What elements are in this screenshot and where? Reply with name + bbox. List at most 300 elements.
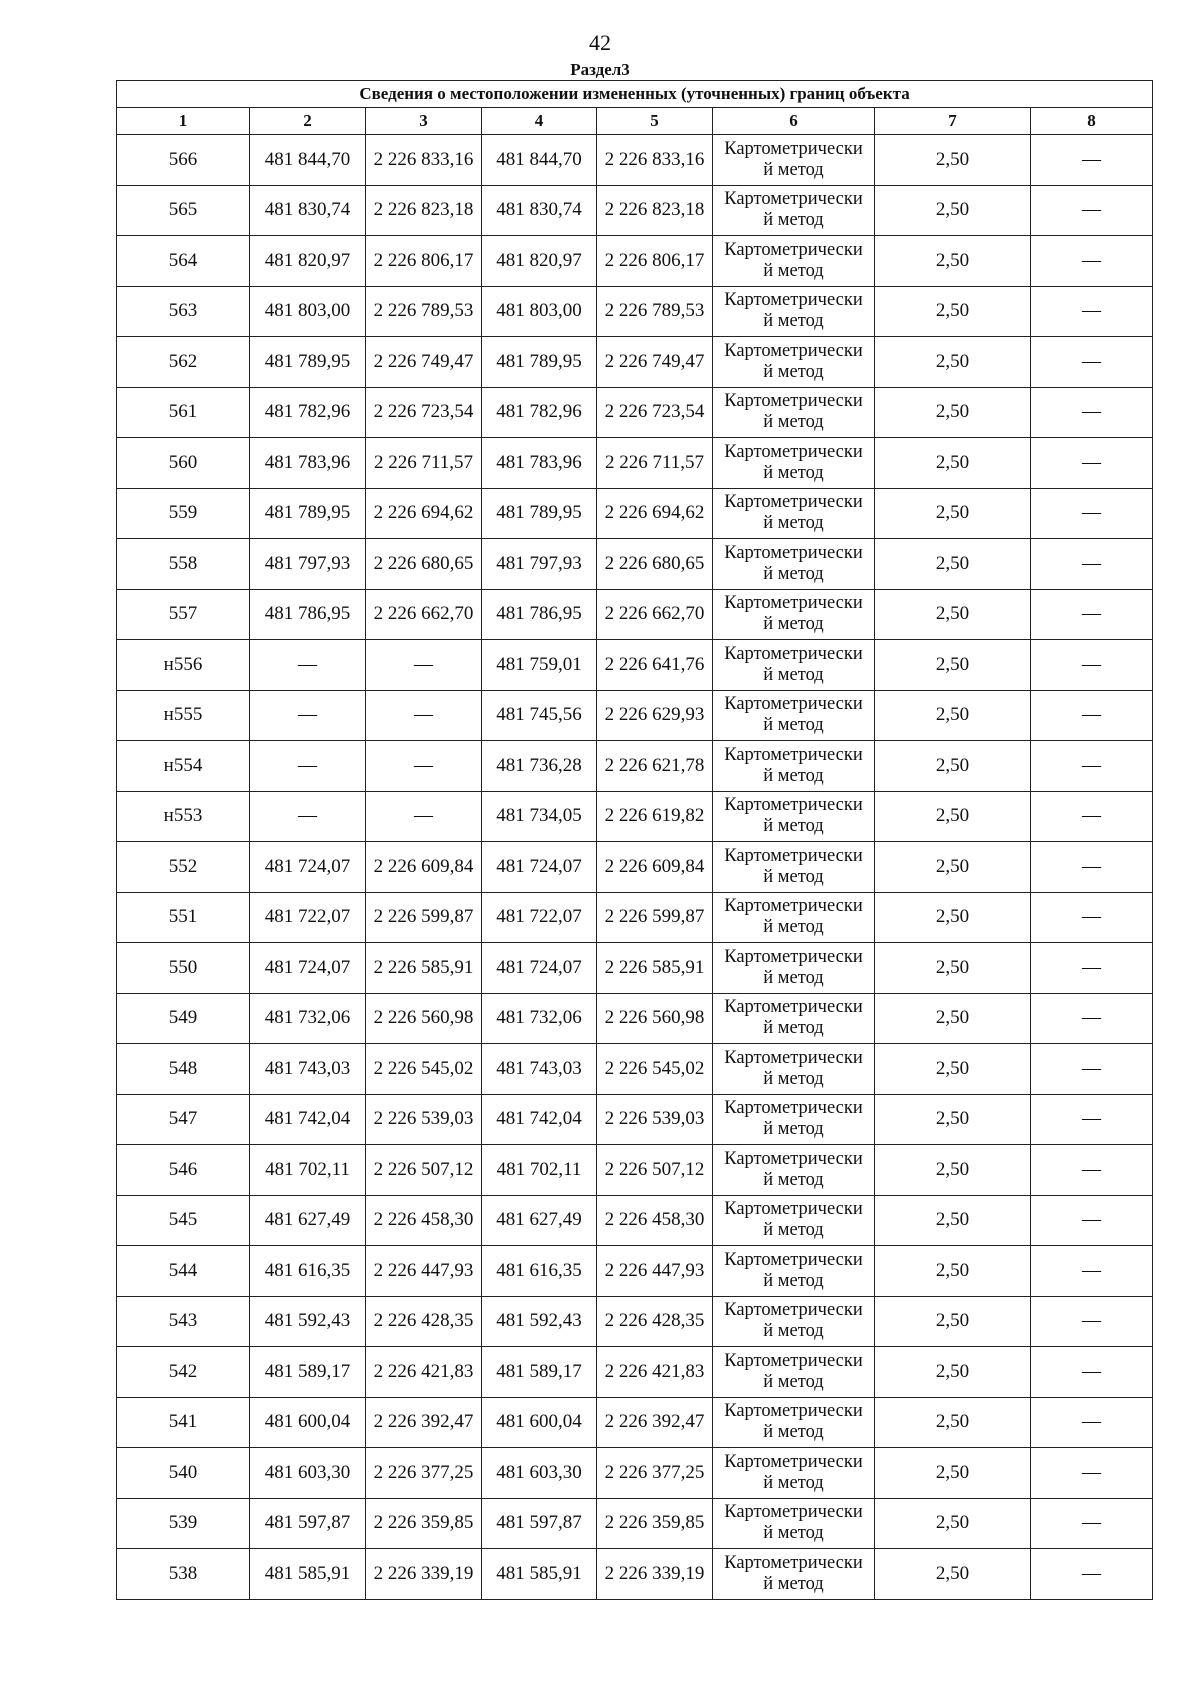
method-cell bbox=[713, 1195, 875, 1246]
accuracy-cell: 2,50 bbox=[875, 993, 1031, 1044]
accuracy-cell: 2,50 bbox=[875, 539, 1031, 590]
accuracy-cell: 2,50 bbox=[875, 892, 1031, 943]
method-line: Картометрически bbox=[724, 1098, 863, 1119]
x-current-cell: 481 603,30 bbox=[482, 1448, 597, 1499]
y-previous-cell: 2 226 377,25 bbox=[366, 1448, 482, 1499]
table-row bbox=[117, 791, 1153, 842]
x-current-cell: 481 844,70 bbox=[482, 135, 597, 186]
point-number-cell: 551 bbox=[117, 892, 250, 943]
method-cell bbox=[713, 1094, 875, 1145]
table-row bbox=[117, 1044, 1153, 1095]
column-number: 3 bbox=[366, 108, 482, 135]
description-cell: — bbox=[1031, 1145, 1153, 1196]
method-line: Картометрически bbox=[724, 391, 863, 412]
method-cell bbox=[713, 791, 875, 842]
x-previous-cell: 481 616,35 bbox=[250, 1246, 366, 1297]
table-row bbox=[117, 1498, 1153, 1549]
x-current-cell: 481 786,95 bbox=[482, 589, 597, 640]
x-previous-cell: 481 742,04 bbox=[250, 1094, 366, 1145]
accuracy-cell: 2,50 bbox=[875, 135, 1031, 186]
method-line: Картометрически bbox=[724, 138, 863, 159]
x-previous-cell: 481 830,74 bbox=[250, 185, 366, 236]
point-number-cell: 564 bbox=[117, 236, 250, 287]
x-current-cell: 481 616,35 bbox=[482, 1246, 597, 1297]
method-cell bbox=[713, 1044, 875, 1095]
y-previous-cell: 2 226 392,47 bbox=[366, 1397, 482, 1448]
method-line: й метод bbox=[763, 866, 824, 887]
method-cell bbox=[713, 438, 875, 489]
x-current-cell: 481 759,01 bbox=[482, 640, 597, 691]
y-current-cell: 2 226 641,76 bbox=[597, 640, 713, 691]
method-line: й метод bbox=[763, 1523, 824, 1544]
accuracy-cell: 2,50 bbox=[875, 1195, 1031, 1246]
y-previous-cell: — bbox=[366, 640, 482, 691]
table-row bbox=[117, 1549, 1153, 1600]
description-cell: — bbox=[1031, 286, 1153, 337]
table-row bbox=[117, 892, 1153, 943]
x-current-cell: 481 724,07 bbox=[482, 943, 597, 994]
method-line: й метод bbox=[763, 412, 824, 433]
point-number-cell: 560 bbox=[117, 438, 250, 489]
method-line: й метод bbox=[763, 1422, 824, 1443]
method-cell bbox=[713, 185, 875, 236]
y-current-cell: 2 226 823,18 bbox=[597, 185, 713, 236]
table-row bbox=[117, 1145, 1153, 1196]
method-line: й метод bbox=[763, 159, 824, 180]
method-cell bbox=[713, 488, 875, 539]
description-cell: — bbox=[1031, 135, 1153, 186]
accuracy-cell: 2,50 bbox=[875, 488, 1031, 539]
y-previous-cell: 2 226 545,02 bbox=[366, 1044, 482, 1095]
point-number-cell: 565 bbox=[117, 185, 250, 236]
accuracy-cell: 2,50 bbox=[875, 438, 1031, 489]
table-row bbox=[117, 741, 1153, 792]
y-current-cell: 2 226 694,62 bbox=[597, 488, 713, 539]
y-current-cell: 2 226 339,19 bbox=[597, 1549, 713, 1600]
column-number: 8 bbox=[1031, 108, 1153, 135]
accuracy-cell: 2,50 bbox=[875, 741, 1031, 792]
method-line: й метод bbox=[763, 1270, 824, 1291]
y-current-cell: 2 226 629,93 bbox=[597, 690, 713, 741]
y-current-cell: 2 226 447,93 bbox=[597, 1246, 713, 1297]
method-line: Картометрически bbox=[724, 997, 863, 1018]
method-line: Картометрически bbox=[724, 1047, 863, 1068]
method-line: й метод bbox=[763, 1169, 824, 1190]
x-previous-cell: 481 789,95 bbox=[250, 337, 366, 388]
y-previous-cell: 2 226 560,98 bbox=[366, 993, 482, 1044]
description-cell: — bbox=[1031, 1296, 1153, 1347]
method-line: й метод bbox=[763, 311, 824, 332]
description-cell: — bbox=[1031, 539, 1153, 590]
x-current-cell: 481 702,11 bbox=[482, 1145, 597, 1196]
accuracy-cell: 2,50 bbox=[875, 337, 1031, 388]
x-current-cell: 481 803,00 bbox=[482, 286, 597, 337]
method-cell bbox=[713, 589, 875, 640]
description-cell: — bbox=[1031, 438, 1153, 489]
accuracy-cell: 2,50 bbox=[875, 1498, 1031, 1549]
y-previous-cell: 2 226 723,54 bbox=[366, 387, 482, 438]
column-number: 5 bbox=[597, 108, 713, 135]
point-number-cell: 566 bbox=[117, 135, 250, 186]
y-current-cell: 2 226 789,53 bbox=[597, 286, 713, 337]
column-number: 7 bbox=[875, 108, 1031, 135]
x-current-cell: 481 722,07 bbox=[482, 892, 597, 943]
accuracy-cell: 2,50 bbox=[875, 690, 1031, 741]
accuracy-cell: 2,50 bbox=[875, 286, 1031, 337]
method-line: й метод bbox=[763, 1119, 824, 1140]
column-number: 1 bbox=[117, 108, 250, 135]
description-cell: — bbox=[1031, 387, 1153, 438]
method-line: й метод bbox=[763, 614, 824, 635]
description-cell: — bbox=[1031, 741, 1153, 792]
method-line: Картометрически bbox=[724, 795, 863, 816]
method-line: й метод bbox=[763, 816, 824, 837]
method-cell bbox=[713, 1498, 875, 1549]
table-row bbox=[117, 135, 1153, 186]
accuracy-cell: 2,50 bbox=[875, 236, 1031, 287]
method-line: й метод bbox=[763, 260, 824, 281]
x-current-cell: 481 797,93 bbox=[482, 539, 597, 590]
accuracy-cell: 2,50 bbox=[875, 1246, 1031, 1297]
y-previous-cell: 2 226 680,65 bbox=[366, 539, 482, 590]
y-previous-cell: 2 226 359,85 bbox=[366, 1498, 482, 1549]
x-previous-cell: 481 589,17 bbox=[250, 1347, 366, 1398]
y-current-cell: 2 226 392,47 bbox=[597, 1397, 713, 1448]
method-line: й метод bbox=[763, 664, 824, 685]
method-line: Картометрически bbox=[724, 1199, 863, 1220]
y-current-cell: 2 226 680,65 bbox=[597, 539, 713, 590]
method-line: Картометрически bbox=[724, 1502, 863, 1523]
method-cell bbox=[713, 1549, 875, 1600]
accuracy-cell: 2,50 bbox=[875, 589, 1031, 640]
description-cell: — bbox=[1031, 993, 1153, 1044]
y-previous-cell: — bbox=[366, 741, 482, 792]
y-current-cell: 2 226 609,84 bbox=[597, 842, 713, 893]
y-current-cell: 2 226 539,03 bbox=[597, 1094, 713, 1145]
accuracy-cell: 2,50 bbox=[875, 640, 1031, 691]
method-line: й метод bbox=[763, 1371, 824, 1392]
accuracy-cell: 2,50 bbox=[875, 185, 1031, 236]
table-row bbox=[117, 993, 1153, 1044]
point-number-cell: 542 bbox=[117, 1347, 250, 1398]
method-line: й метод bbox=[763, 513, 824, 534]
point-number-cell: 549 bbox=[117, 993, 250, 1044]
y-current-cell: 2 226 711,57 bbox=[597, 438, 713, 489]
accuracy-cell: 2,50 bbox=[875, 1549, 1031, 1600]
description-cell: — bbox=[1031, 1397, 1153, 1448]
accuracy-cell: 2,50 bbox=[875, 1044, 1031, 1095]
y-current-cell: 2 226 377,25 bbox=[597, 1448, 713, 1499]
method-cell bbox=[713, 539, 875, 590]
x-previous-cell: 481 597,87 bbox=[250, 1498, 366, 1549]
point-number-cell: 540 bbox=[117, 1448, 250, 1499]
x-previous-cell: — bbox=[250, 741, 366, 792]
x-current-cell: 481 783,96 bbox=[482, 438, 597, 489]
x-previous-cell: 481 702,11 bbox=[250, 1145, 366, 1196]
accuracy-cell: 2,50 bbox=[875, 1448, 1031, 1499]
x-previous-cell: 481 786,95 bbox=[250, 589, 366, 640]
x-current-cell: 481 820,97 bbox=[482, 236, 597, 287]
accuracy-cell: 2,50 bbox=[875, 1347, 1031, 1398]
method-cell bbox=[713, 387, 875, 438]
method-line: Картометрически bbox=[724, 239, 863, 260]
x-previous-cell: 481 783,96 bbox=[250, 438, 366, 489]
accuracy-cell: 2,50 bbox=[875, 842, 1031, 893]
method-line: Картометрически bbox=[724, 492, 863, 513]
method-cell bbox=[713, 892, 875, 943]
point-number-cell: н554 bbox=[117, 741, 250, 792]
x-previous-cell: 481 603,30 bbox=[250, 1448, 366, 1499]
description-cell: — bbox=[1031, 1094, 1153, 1145]
y-current-cell: 2 226 428,35 bbox=[597, 1296, 713, 1347]
column-number: 2 bbox=[250, 108, 366, 135]
description-cell: — bbox=[1031, 1498, 1153, 1549]
y-current-cell: 2 226 833,16 bbox=[597, 135, 713, 186]
description-cell: — bbox=[1031, 337, 1153, 388]
y-previous-cell: 2 226 447,93 bbox=[366, 1246, 482, 1297]
method-line: Картометрически bbox=[724, 845, 863, 866]
table-row bbox=[117, 438, 1153, 489]
point-number-cell: 558 bbox=[117, 539, 250, 590]
column-number: 4 bbox=[482, 108, 597, 135]
method-line: й метод bbox=[763, 1018, 824, 1039]
method-line: й метод bbox=[763, 1472, 824, 1493]
table-row bbox=[117, 387, 1153, 438]
table-row bbox=[117, 488, 1153, 539]
x-previous-cell: 481 803,00 bbox=[250, 286, 366, 337]
x-previous-cell: 481 820,97 bbox=[250, 236, 366, 287]
y-current-cell: 2 226 560,98 bbox=[597, 993, 713, 1044]
table-row bbox=[117, 1246, 1153, 1297]
table-row bbox=[117, 640, 1153, 691]
description-cell: — bbox=[1031, 1549, 1153, 1600]
method-cell bbox=[713, 943, 875, 994]
x-current-cell: 481 585,91 bbox=[482, 1549, 597, 1600]
point-number-cell: н553 bbox=[117, 791, 250, 842]
method-line: Картометрически bbox=[724, 189, 863, 210]
description-cell: — bbox=[1031, 236, 1153, 287]
method-line: й метод bbox=[763, 563, 824, 584]
description-cell: — bbox=[1031, 640, 1153, 691]
method-cell bbox=[713, 1347, 875, 1398]
method-line: Картометрически bbox=[724, 290, 863, 311]
x-current-cell: 481 734,05 bbox=[482, 791, 597, 842]
y-previous-cell: 2 226 694,62 bbox=[366, 488, 482, 539]
table-body bbox=[117, 135, 1153, 1600]
accuracy-cell: 2,50 bbox=[875, 1094, 1031, 1145]
accuracy-cell: 2,50 bbox=[875, 387, 1031, 438]
method-line: Картометрически bbox=[724, 1300, 863, 1321]
method-line: Картометрически bbox=[724, 340, 863, 361]
x-previous-cell: 481 724,07 bbox=[250, 842, 366, 893]
point-number-cell: 543 bbox=[117, 1296, 250, 1347]
method-line: Картометрически bbox=[724, 1148, 863, 1169]
accuracy-cell: 2,50 bbox=[875, 1397, 1031, 1448]
method-cell bbox=[713, 236, 875, 287]
y-current-cell: 2 226 723,54 bbox=[597, 387, 713, 438]
description-cell: — bbox=[1031, 589, 1153, 640]
point-number-cell: н555 bbox=[117, 690, 250, 741]
x-previous-cell: — bbox=[250, 690, 366, 741]
y-previous-cell: 2 226 833,16 bbox=[366, 135, 482, 186]
table-row bbox=[117, 589, 1153, 640]
y-previous-cell: 2 226 806,17 bbox=[366, 236, 482, 287]
y-previous-cell: 2 226 585,91 bbox=[366, 943, 482, 994]
method-line: Картометрически bbox=[724, 441, 863, 462]
method-line: Картометрически bbox=[724, 946, 863, 967]
description-cell: — bbox=[1031, 892, 1153, 943]
table-row bbox=[117, 286, 1153, 337]
table-row bbox=[117, 842, 1153, 893]
point-number-cell: 562 bbox=[117, 337, 250, 388]
table-row bbox=[117, 1347, 1153, 1398]
table-row bbox=[117, 539, 1153, 590]
x-current-cell: 481 736,28 bbox=[482, 741, 597, 792]
x-current-cell: 481 743,03 bbox=[482, 1044, 597, 1095]
method-line: й метод bbox=[763, 361, 824, 382]
accuracy-cell: 2,50 bbox=[875, 791, 1031, 842]
x-previous-cell: 481 844,70 bbox=[250, 135, 366, 186]
y-previous-cell: 2 226 421,83 bbox=[366, 1347, 482, 1398]
y-previous-cell: 2 226 339,19 bbox=[366, 1549, 482, 1600]
page-number: 42 bbox=[589, 30, 611, 55]
description-cell: — bbox=[1031, 943, 1153, 994]
method-line: й метод bbox=[763, 1220, 824, 1241]
method-line: Картометрически bbox=[724, 1401, 863, 1422]
accuracy-cell: 2,50 bbox=[875, 1296, 1031, 1347]
y-current-cell: 2 226 599,87 bbox=[597, 892, 713, 943]
point-number-cell: 563 bbox=[117, 286, 250, 337]
x-previous-cell: — bbox=[250, 791, 366, 842]
y-current-cell: 2 226 458,30 bbox=[597, 1195, 713, 1246]
y-current-cell: 2 226 545,02 bbox=[597, 1044, 713, 1095]
description-cell: — bbox=[1031, 690, 1153, 741]
x-previous-cell: 481 797,93 bbox=[250, 539, 366, 590]
x-previous-cell: 481 722,07 bbox=[250, 892, 366, 943]
x-current-cell: 481 724,07 bbox=[482, 842, 597, 893]
point-number-cell: 552 bbox=[117, 842, 250, 893]
point-number-cell: 548 bbox=[117, 1044, 250, 1095]
method-line: й метод bbox=[763, 715, 824, 736]
point-number-cell: 541 bbox=[117, 1397, 250, 1448]
method-line: й метод bbox=[763, 1321, 824, 1342]
method-line: Картометрически bbox=[724, 643, 863, 664]
method-line: Картометрически bbox=[724, 1552, 863, 1573]
x-previous-cell: 481 732,06 bbox=[250, 993, 366, 1044]
method-cell bbox=[713, 640, 875, 691]
x-previous-cell: — bbox=[250, 640, 366, 691]
x-previous-cell: 481 743,03 bbox=[250, 1044, 366, 1095]
x-previous-cell: 481 789,95 bbox=[250, 488, 366, 539]
point-number-cell: 546 bbox=[117, 1145, 250, 1196]
point-number-cell: н556 bbox=[117, 640, 250, 691]
column-number: 6 bbox=[713, 108, 875, 135]
x-current-cell: 481 830,74 bbox=[482, 185, 597, 236]
y-current-cell: 2 226 621,78 bbox=[597, 741, 713, 792]
point-number-cell: 539 bbox=[117, 1498, 250, 1549]
x-current-cell: 481 592,43 bbox=[482, 1296, 597, 1347]
method-cell bbox=[713, 286, 875, 337]
y-previous-cell: 2 226 609,84 bbox=[366, 842, 482, 893]
x-previous-cell: 481 782,96 bbox=[250, 387, 366, 438]
method-cell bbox=[713, 842, 875, 893]
y-current-cell: 2 226 585,91 bbox=[597, 943, 713, 994]
description-cell: — bbox=[1031, 791, 1153, 842]
table-header bbox=[117, 81, 1153, 135]
method-line: й метод bbox=[763, 765, 824, 786]
table-row bbox=[117, 337, 1153, 388]
y-current-cell: 2 226 507,12 bbox=[597, 1145, 713, 1196]
method-cell bbox=[713, 135, 875, 186]
x-previous-cell: 481 592,43 bbox=[250, 1296, 366, 1347]
y-previous-cell: 2 226 789,53 bbox=[366, 286, 482, 337]
description-cell: — bbox=[1031, 842, 1153, 893]
method-line: й метод bbox=[763, 462, 824, 483]
method-line: Картометрически bbox=[724, 593, 863, 614]
y-current-cell: 2 226 749,47 bbox=[597, 337, 713, 388]
x-current-cell: 481 597,87 bbox=[482, 1498, 597, 1549]
accuracy-cell: 2,50 bbox=[875, 1145, 1031, 1196]
coordinates-table bbox=[116, 80, 1153, 1600]
description-cell: — bbox=[1031, 1246, 1153, 1297]
table-row bbox=[117, 690, 1153, 741]
table-caption: Сведения о местоположении измененных (уточненных) границ объекта bbox=[117, 81, 1153, 108]
method-line: й метод bbox=[763, 1068, 824, 1089]
point-number-cell: 550 bbox=[117, 943, 250, 994]
y-previous-cell: 2 226 662,70 bbox=[366, 589, 482, 640]
x-current-cell: 481 782,96 bbox=[482, 387, 597, 438]
description-cell: — bbox=[1031, 488, 1153, 539]
point-number-cell: 557 bbox=[117, 589, 250, 640]
table-row bbox=[117, 1094, 1153, 1145]
method-line: Картометрически bbox=[724, 896, 863, 917]
y-previous-cell: 2 226 539,03 bbox=[366, 1094, 482, 1145]
x-previous-cell: 481 585,91 bbox=[250, 1549, 366, 1600]
y-current-cell: 2 226 359,85 bbox=[597, 1498, 713, 1549]
method-line: й метод bbox=[763, 210, 824, 231]
point-number-cell: 561 bbox=[117, 387, 250, 438]
x-current-cell: 481 789,95 bbox=[482, 488, 597, 539]
description-cell: — bbox=[1031, 185, 1153, 236]
method-line: Картометрически bbox=[724, 694, 863, 715]
method-cell bbox=[713, 1296, 875, 1347]
point-number-cell: 544 bbox=[117, 1246, 250, 1297]
point-number-cell: 545 bbox=[117, 1195, 250, 1246]
y-previous-cell: — bbox=[366, 791, 482, 842]
method-cell bbox=[713, 1448, 875, 1499]
point-number-cell: 538 bbox=[117, 1549, 250, 1600]
y-previous-cell: 2 226 711,57 bbox=[366, 438, 482, 489]
point-number-cell: 547 bbox=[117, 1094, 250, 1145]
method-cell bbox=[713, 1397, 875, 1448]
x-previous-cell: 481 627,49 bbox=[250, 1195, 366, 1246]
accuracy-cell: 2,50 bbox=[875, 943, 1031, 994]
column-number-row bbox=[117, 108, 1153, 135]
method-line: й метод bbox=[763, 917, 824, 938]
y-previous-cell: 2 226 507,12 bbox=[366, 1145, 482, 1196]
x-current-cell: 481 600,04 bbox=[482, 1397, 597, 1448]
description-cell: — bbox=[1031, 1195, 1153, 1246]
y-current-cell: 2 226 421,83 bbox=[597, 1347, 713, 1398]
x-current-cell: 481 745,56 bbox=[482, 690, 597, 741]
method-cell bbox=[713, 690, 875, 741]
description-cell: — bbox=[1031, 1044, 1153, 1095]
section-title: Раздел3 bbox=[570, 60, 630, 79]
method-line: Картометрически bbox=[724, 1350, 863, 1371]
x-current-cell: 481 742,04 bbox=[482, 1094, 597, 1145]
y-current-cell: 2 226 806,17 bbox=[597, 236, 713, 287]
y-previous-cell: 2 226 749,47 bbox=[366, 337, 482, 388]
